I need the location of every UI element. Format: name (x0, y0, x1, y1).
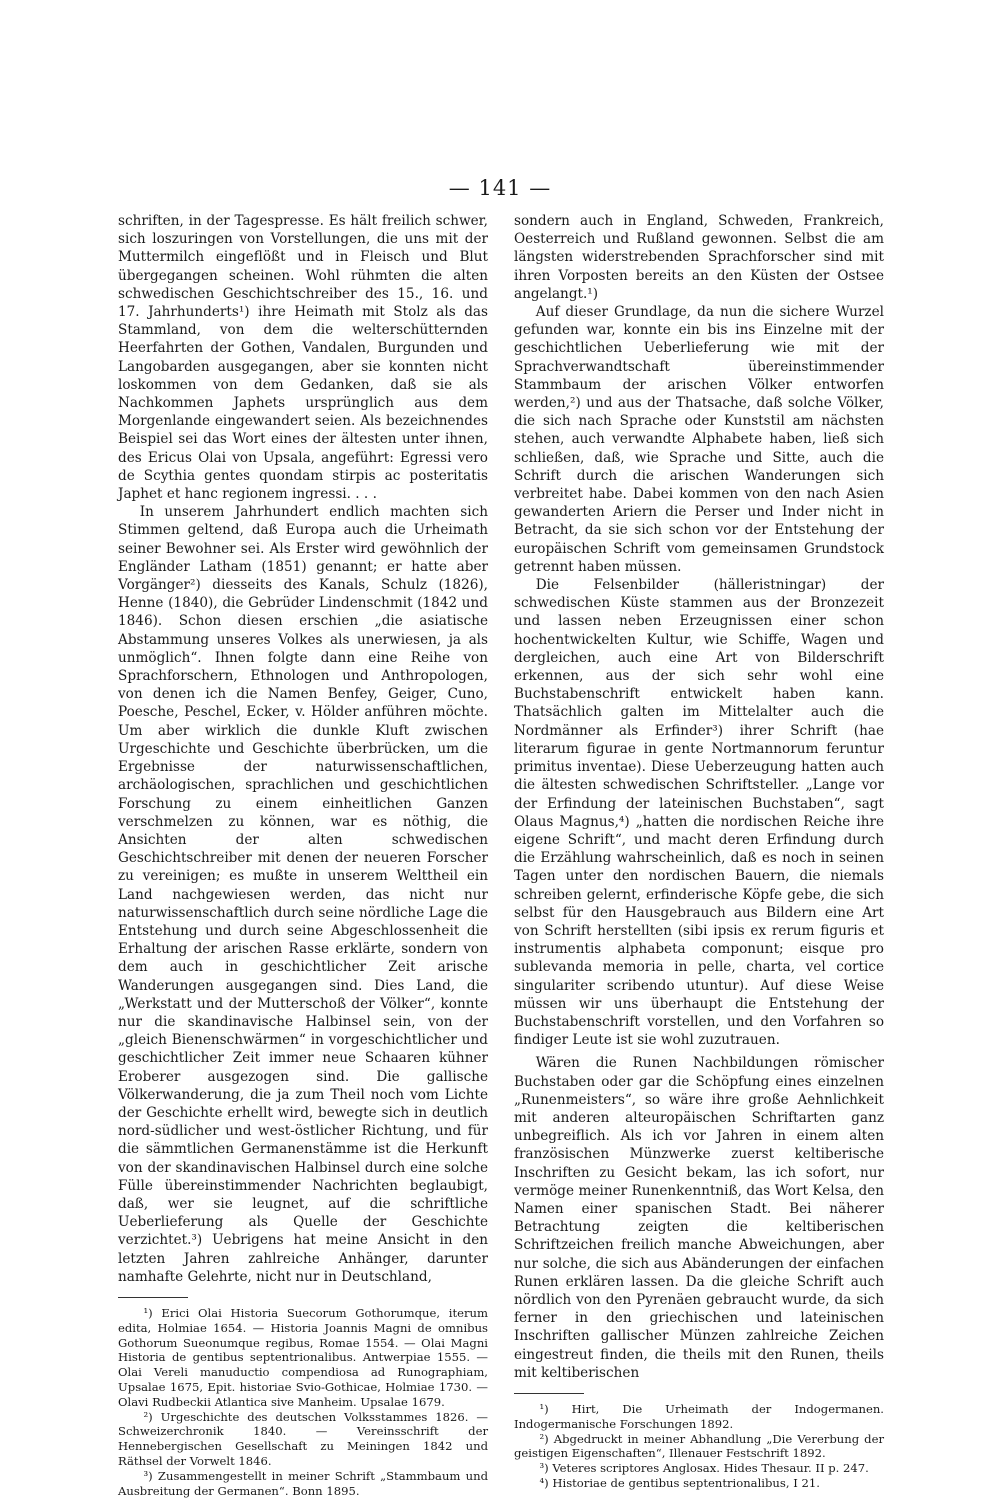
body-paragraph: sondern auch in England, Schweden, Frankreich, Oesterreich und Rußland gewonnen. Selbst die am längsten widerstrebenden Sprachforscher sind mit ihren Vorposten bereits an den Küsten der Ostsee angelangt.¹) (514, 213, 884, 302)
footnote: ²) Abgedruckt in meiner Abhandlung „Die Vererbung der geistigen Eigenschaften“, Illenauer Festschrift 1892. (514, 1431, 884, 1461)
footnote: ³) Veteres scriptores Anglosax. Hides Thesaur. II p. 247. (539, 1461, 869, 1476)
footnote: ²) Urgeschichte des deutschen Volksstammes 1826. — Schweizerchronik 1840. — Vereinsschrift der Hennebergischen Gesellschaft zu Meiningen 1842 und Räthsel der Vorwelt 1846. (118, 1409, 488, 1468)
footnote: ³) Zusammengestellt in meiner Schrift „Stammbaum und Ausbreitung der Germanen“. Bonn 1895. (118, 1468, 488, 1498)
right-column (514, 212, 884, 1491)
footnote: ⁴) Historiae de gentibus septentrionalibus, I 21. (539, 1475, 820, 1490)
footnote-divider (118, 1297, 188, 1298)
body-paragraph: In unserem Jahrhundert endlich machten sich Stimmen geltend, daß Europa auch die Urheimath seiner Bewohner sei. Als Erster wird gewöhnlich der Engländer Latham (1851) genannt; er hatte aber Vorgänger²) diesseits des Kanals, Schulz (1826), Henne (1840), die Gebrüder Lindenschmit (1842 und 1846). Schon diesen erschien „die asiatische Abstammung unseres Volkes als unerwiesen, ja als unmöglich“. Ihnen folgte dann eine Reihe von Sprachforschern, Ethnologen und Anthropologen, von denen ich die Namen Benfey, Geiger, Cuno, Poesche, Peschel, Ecker, v. Hölder anführen möchte. Um aber wirklich die dunkle Kluft zwischen Urgeschichte und Geschichte überbrücken, um die Ergebnisse der naturwissenschaftlichen, archäologischen, sprachlichen und geschichtlichen Forschung zu einem einheitlichen Ganzen verschmelzen zu können, war es nöthig, die Ansichten der alten schwedischen Geschichtschreiber mit denen der neueren Forscher zu vereinigen; es mußte in unserem Welttheil ein Land nachgewiesen werden, das nicht nur naturwissenschaftlich durch seine nördliche Lage die Entstehung und durch seine Abgeschlossenheit die Erhaltung der arischen Rasse erklärte, sondern von dem auch in geschichtlicher Zeit arische Wanderungen ausgegangen sind. Dies Land, die „Werkstatt und der Mutterschoß der Völker“, konnte nur die skandinavische Halbinsel sein, von der „gleich Bienenschwärmen“ in vorgeschichtlicher und geschichtlicher Zeit immer neue Schaaren kühner Eroberer ausgezogen sind. Die gallische Völkerwanderung, die ja zum Theil noch vom Lichte der Geschichte erhellt wird, bewegte sich in deutlich nord-südlicher und west-östlicher Richtung, und für die sämmtlichen Germanenstämme ist die Herkunft von der skandinavischen Halbinsel durch eine solche Fülle übereinstimmender Nachrichten beglaubigt, daß, wer sie leugnet, auf die schriftliche Ueberlieferung als Quelle der Geschichte verzichtet.³) Uebrigens hat meine Ansicht in den letzten Jahren zahlreiche Anhänger, darunter namhafte Gelehrte, nicht nur in Deutschland, (118, 504, 488, 1285)
footnotes (118, 1306, 488, 1498)
footnote: ¹) Erici Olai Historia Suecorum Gothorumque, iterum edita, Holmiae 1654. — Historia Joannis Magni de omnibus Gothorum Sueonumque regibus, Romae 1554. — Olai Magni Historia de gentibus septentrionalibus. Antwerpiae 1555. — Olai Vereli manuductio compendiosa ad Runographiam, Upsalae 1675, Epit. historiae Svio-Gothicae, Holmiae 1730. — Olavi Rudbeckii Atlantica sive Manheim. Upsalae 1679. (118, 1305, 488, 1409)
body-paragraph: schriften, in der Tagespresse. Es hält freilich schwer, sich loszuringen von Vorstellungen, die uns mit der Muttermilch eingeflößt und in Fleisch und Blut übergegangen scheinen. Wohl rühmten die alten schwedischen Geschichtschreiber des 15., 16. und 17. Jahrhunderts¹) ihre Heimath mit Stolz als das Stammland, von dem die welterschütternden Heerfahrten der Gothen, Vandalen, Burgunden und Langobarden ausgegangen, aber sie konnten nicht loskommen von dem Gedanken, daß sie als Nachkommen Japhets ursprünglich aus dem Morgenlande eingewandert seien. Als bezeichnendes Beispiel sei das Wort eines der ältesten unter ihnen, des Ericus Olai von Upsala, angeführt: Egressi vero de Scythia gentes quondam stirpis ac posteritatis Japhet et hanc regionem ingressi. . . . (118, 213, 488, 503)
left-column (118, 212, 488, 1498)
footnote: ¹) Hirt, Die Urheimath der Indogermanen. Indogermanische Forschungen 1892. (514, 1402, 884, 1431)
body-paragraph: Die Felsenbilder (hälleristningar) der schwedischen Küste stammen aus der Bronzezeit und lassen neben Erzeugnissen einer schon hochentwickelten Kultur, wie Schiffe, Wagen und dergleichen, auch eine Art von Bilderschrift erkennen, aus der sich sehr wohl eine Buchstabenschrift entwickelt haben kann. Thatsächlich galten im Mittelalter auch die Nordmänner als Erfinder³) ihrer Schrift (hae literarum figurae in gente Nortmannorum feruntur primitus inventae). Diese Ueberzeugung hatten auch die ältesten schwedischen Schriftsteller. „Lange vor der Erfindung der lateinischen Buchstaben“, sagt Olaus Magnus,⁴) „hatten die nordischen Reiche ihre eigene Schrift“, und macht deren Erfindung durch die Erzählung wahrscheinlich, daß es noch in seinen Tagen unter den nordischen Bauern, die niemals schreiben gelernt, erfinderische Köpfe gebe, die sich selbst für den Hausgebrauch aus Bildern eine Art von Schrift herstellten (sibi ipsis ex rerum figuris et instrumentis alphabeta componunt; eisque pro sublevanda memoria in pelle, charta, vel cortice singulariter scribendo utuntur). Auf diese Weise müssen wir uns überhaupt die Entstehung der Buchstabenschrift vorstellen, und den Vorfahren so findiger Leute ist sie wohl zuzutrauen. (514, 577, 884, 1049)
footnotes (514, 1402, 884, 1491)
body-paragraph: Wären die Runen Nachbildungen römischer Buchstaben oder gar die Schöpfung eines einzelnen „Runenmeisters“, so wäre ihre große Aehnlichkeit mit anderen alteuropäischen Schriftarten ganz unbegreiflich. Als ich vor Jahren in einem alten französischen Münzwerke zuerst keltiberische Inschriften zu Gesicht bekam, las ich sofort, nur vermöge meiner Runenkenntniß, das Wort Kelsa, den Namen einer spanischen Stadt. Bei näherer Betrachtung zeigten die keltiberischen Schriftzeichen freilich manche Abweichungen, aber nur solche, die sich aus Abänderungen der einfachen Runen erklären lassen. Da die gleiche Schrift auch nördlich von den Pyrenäen gebraucht wurde, da sich ferner in den griechischen und lateinischen Inschriften gallischer Münzen zahlreiche Zeichen eingestreut finden, die theils mit den Runen, theils mit keltiberischen (514, 1055, 884, 1381)
footnote-divider (514, 1393, 584, 1394)
body-paragraph: Auf dieser Grundlage, da nun die sichere Wurzel gefunden war, konnte ein bis ins Einzelne mit der geschichtlichen Ueberlieferung wie mit der Sprachverwandtschaft übereinstimmender Stammbaum der arischen Völker entworfen werden,²) und aus der Thatsache, daß solche Völker, die sich nach Sprache oder Kunststil am nächsten stehen, auch verwandte Alphabete haben, ließ sich schließen, daß, wie Sprache und Sitte, auch die Schrift durch die arischen Wanderungen sich verbreitet habe. Dabei kommen von den nach Asien gewanderten Ariern die Perser und Inder nicht in Betracht, da sie sich schon vor der Entstehung der europäischen Schrift vom gemeinsamen Grundstock getrennt haben müssen. (514, 304, 884, 575)
page-number: — 141 — (448, 176, 552, 200)
